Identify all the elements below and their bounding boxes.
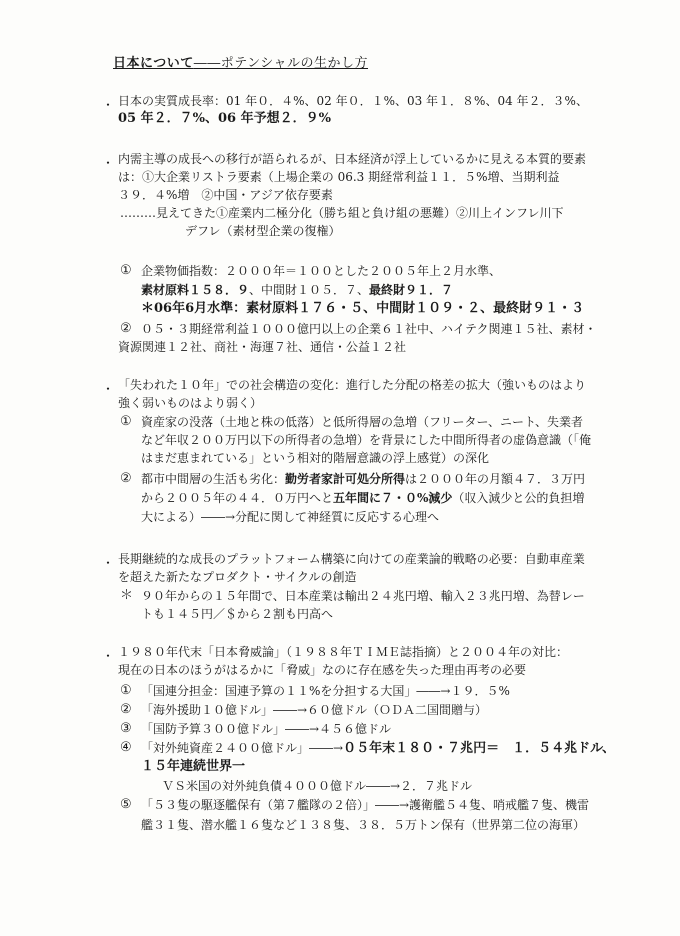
item-number: ① bbox=[120, 414, 132, 429]
text-line: 資源関連１２社、商社・海運７社、通信・公益１２社 bbox=[118, 340, 407, 354]
text-line: を超えた新たなプロダクト・サイクルの創造 bbox=[118, 570, 357, 584]
text-line: ＊06年6月水準：素材原料１７６・５、中間財１０９・２、最終財９１・３ bbox=[141, 301, 585, 316]
text-line: 「失われた１０年」での社会構造の変化：進行した分配の格差の拡大（強いものはより bbox=[118, 378, 587, 392]
item-asterisk: ＊ bbox=[120, 588, 134, 603]
text-line: 強く弱いものはより弱く） bbox=[118, 396, 263, 410]
text-line: 艦３１隻、潜水艦１６隻など１３８隻、３８．５万トン保有（世界第二位の海軍） bbox=[141, 818, 586, 832]
title-bold: 日本について bbox=[113, 56, 194, 71]
item-number: ② bbox=[120, 471, 132, 486]
bullet-marker: ・ bbox=[102, 156, 115, 170]
title-rest: ――ポテンシャルの生かし方 bbox=[193, 56, 369, 71]
text-line: 「５３隻の駆逐艦保有（第７艦隊の２倍）」――→護衛艦５４隻、哨戒艦７隻、機雷 bbox=[141, 798, 590, 812]
text-line: ………見えてきた①産業内二極分化（勝ち組と負け組の悪難）②川上インフレ川下 bbox=[120, 206, 564, 220]
text-run: は２０００年の月額４７．３万円 bbox=[405, 472, 586, 486]
text-line: 05 年２．７%、06 年予想２．９% bbox=[118, 111, 331, 126]
text-line: 資産家の没落（土地と株の低落）と低所得層の急増（フリーター、ニート、失業者 bbox=[141, 415, 583, 429]
bullet-marker: ・ bbox=[102, 382, 115, 396]
text-run: 、中間財１０５．７、 bbox=[249, 283, 370, 297]
item-number: ③ bbox=[120, 721, 132, 736]
text-line: 「国連分担金：国連予算の１１%を分担する大国」――→１９．５% bbox=[141, 684, 510, 698]
text-line: 「国防予算３００億ドル」――→４５６億ドル bbox=[141, 722, 392, 736]
text-run: から２００５年の４４．０万円へと bbox=[141, 491, 334, 505]
text-line: １９８０年代末「日本脅威論」（１９８８年ＴＩＭＥ誌指摘）と２００４年の対比： bbox=[118, 645, 569, 659]
bullet-marker: ・ bbox=[102, 649, 115, 663]
item-number: ① bbox=[120, 683, 132, 698]
text-line: ＶＳ米国の対外純負債４０００億ドル――→２．７兆ドル bbox=[162, 779, 473, 793]
text-bold: 最終財９１．７ bbox=[369, 283, 454, 297]
text-bold: ０５年末１８０・７兆円＝ １．５４兆ドル、 bbox=[343, 741, 616, 756]
text-line: はまだ恵まれている」という相対的階層意識の浮上感覚）の深化 bbox=[141, 451, 490, 465]
item-number: ② bbox=[120, 321, 132, 336]
text-line: など年収２００万円以下の所得者の急増）を背景にした中間所得者の虚偽意識（「俺 bbox=[141, 433, 592, 447]
text-line: ０５・３期経常利益１０００億円以上の企業６１社中、ハイテク関連１５社、素材・ bbox=[141, 322, 597, 336]
text-line: 企業物価指数：２０００年＝１００とした２００５年上２月水準、 bbox=[141, 264, 502, 278]
bullet-marker: ・ bbox=[102, 98, 115, 112]
text-line: 大による）――→分配に関して神経質に反応する心理へ bbox=[141, 510, 440, 524]
text-run: （収入減少と公的負担増 bbox=[452, 491, 585, 505]
text-run: 都市中間層の生活も劣化： bbox=[141, 472, 286, 486]
text-line: は：①大企業リストラ要素（上場企業の 06.3 期経常利益１１．５%増、当期利益 bbox=[118, 170, 560, 184]
text-line: 現在の日本のほうがはるかに「脅威」なのに存在感を失った理由再考の必要 bbox=[118, 663, 527, 677]
document-title bbox=[113, 52, 368, 71]
item-number: ⑤ bbox=[120, 797, 132, 812]
text-bold: 五年間に７・０%減少 bbox=[333, 491, 453, 505]
text-line: 「海外援助１０億ドル」――→６０億ドル（ＯＤＡ二国間贈与） bbox=[141, 703, 488, 717]
bullet-marker: ・ bbox=[102, 556, 115, 570]
text-line: ９０年からの１５年間で、日本産業は輸出２４兆円増、輸入２３兆円増、為替レー bbox=[141, 589, 585, 603]
text-bold: 素材原料１５８．９ bbox=[141, 283, 250, 297]
item-number: ① bbox=[120, 263, 132, 278]
text-line: １５年連続世界一 bbox=[141, 759, 246, 774]
text-line: デフレ（素材型企業の復権） bbox=[185, 224, 341, 238]
item-number: ④ bbox=[120, 740, 132, 755]
text-line: ３９．４%増 ②中国・アジア依存要素 bbox=[118, 188, 333, 202]
text-line: 日本の実質成長率：01 年０．４%、02 年０．１%、03 年１．８%、04 年２．３%、 bbox=[118, 94, 588, 108]
item-number: ② bbox=[120, 702, 132, 717]
text-line: 長期継続的な成長のプラットフォーム構築に向けての産業論的戦略の必要：自動車産業 bbox=[118, 552, 585, 566]
text-line: トも１４５円／＄から２割も円高へ bbox=[141, 607, 334, 621]
text-line: 内需主導の成長への移行が語られるが、日本経済が浮上しているかに見える本質的要素 bbox=[118, 152, 587, 166]
text-run: 「対外純資産２４００億ドル」――→ bbox=[141, 741, 344, 755]
text-bold: 勤労者家計可処分所得 bbox=[285, 472, 406, 486]
